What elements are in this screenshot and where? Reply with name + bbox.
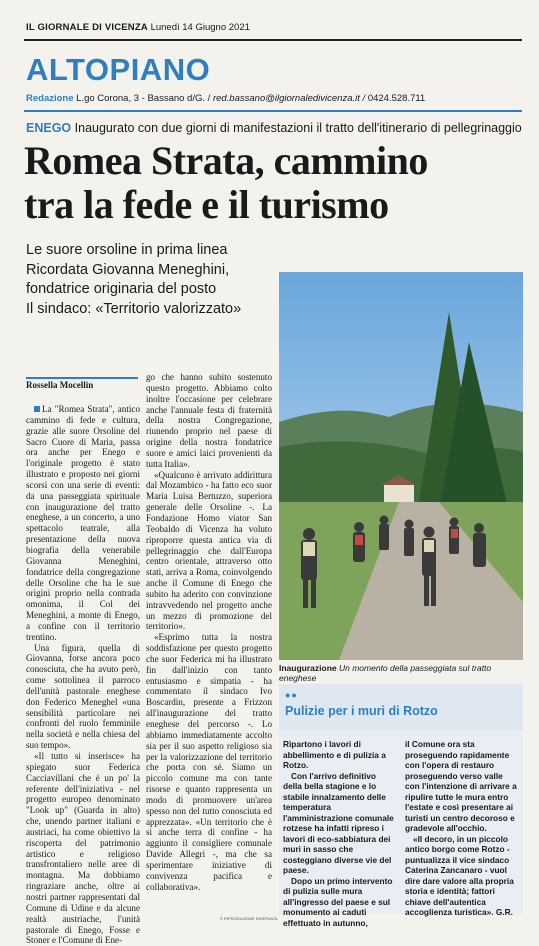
deck-line-4: Il sindaco: «Territorio valorizzato» (26, 300, 242, 317)
paragraph: il Comune ora sta proseguendo rapidamente con l'opera di restauro proseguendo verso valle con l'intenzione di arrivare a ripulire tutte le mura entro l'estate e così presentare ai turisti un centro decoroso e gradevole all'occhio. (405, 739, 517, 833)
hiking-group-illustration (279, 272, 523, 660)
deck-line-1: Le suore orsoline in prima linea (26, 242, 228, 258)
section-title: ALTOPIANO (26, 52, 211, 87)
article-column-2 (146, 372, 272, 893)
deck-line-3: fondatrice originaria del posto (26, 281, 217, 297)
caption-text: Un momento della passeggiata sul tratto eneghese (279, 663, 492, 683)
headline (24, 139, 524, 227)
section-rule (24, 110, 522, 112)
sidebar-box-title: Pulizie per i muri di Rotzo (285, 704, 438, 718)
redazione-label: Redazione (26, 93, 74, 104)
headline-line-2: tra la fede e il turismo (24, 182, 389, 227)
issue-date: Lunedì 14 Giugno 2021 (150, 22, 250, 33)
byline: Rossella Mocellin (26, 380, 94, 390)
masthead-rule (24, 39, 522, 41)
kicker-text: Inaugurato con due giorni di manifestazioni il tratto dell'itinerario di pellegrinaggio (74, 121, 522, 135)
kicker (26, 121, 522, 135)
article-photo (279, 272, 523, 660)
masthead (26, 22, 526, 33)
paragraph: La "Romea Strata", antico cammino di fede e cultura, grazie alle suore Orsoline del Sacro Cuore di Maria, passa ora anche per Enego e l'originale progetto è stato illustrato e proposto nei giorni scorsi con una serie di eventi: da una passeggiata spirituale con inaugurazione del tratto eneghese, a un concerto, a uno spettacolo teatrale, alla presentazione della nuova biografia della venerabile Giovanna Meneghini, fondatrice della congregazione delle Orsoline che ha le sue origini proprio nella contrada omonima, il Col dei Meneghini, a monte di Enego, a confine con il territorio trentino. (26, 404, 140, 642)
paragraph: «Il tutto si inserisce» ha spiegato suor Federica Cacciavillani che è un po' la referente dell'iniziativa - nel progetto europeo denominato "Look up" (Guarda in alto) che, unendo partner italiani e austriaci, ha come obiettivo la riscoperta del patrimonio artistico e religioso transfrontaliero nelle aree di montagna. Ma dobbiamo ringraziare anche, oltre ai nostri partner rappresentati dal Comune di Udine e da alcune realtà austriache, l'unità pastorale di Enego, Fosse e Stoner e l'Comune di Ene- (26, 751, 140, 946)
paragraph: go che hanno subito sostenuto questo progetto. Abbiamo colto inoltre l'occasione per celebrare anche l'annuale festa di fraternità della nostra Congregazione, riunendo proprio nel paese di origine della nostra fondatrice suore e amici laici provenienti da tutta Italia». (146, 372, 272, 469)
kicker-place: ENEGO (26, 121, 72, 135)
paragraph: «Esprimo tutta la nostra soddisfazione per questo progetto che suor Federica mi ha illustrato fin dall'inizio con tanto entusiasmo e simpatia - ha commentato il sindaco Ivo Boscardin, presente a Frizzon all'inaugurazione del tratto eneghese del percorso -. Lo abbiamo immediatamente accolto sia per il suo aspetto religioso sia per la valorizzazione del territorio che porta con sé. Siamo un piccolo comune ma con tante risorse e quanto rappresenta un modo di promuovere un'area spesso non del tutto conosciuta ed apprezzata». «Un territorio che è sì anche terra di confine - ha aggiunto il consigliere comunale Davide Allegri -, ma che sa sperimentare iniziative di convivenza pacifica e collaborativa». (146, 632, 272, 892)
headline-line-1: Romea Strata, cammino (24, 138, 428, 183)
photo-caption (279, 663, 523, 683)
bullet-icon (34, 406, 40, 412)
redazione-email: red.bassano@ilgiornaledivicenza.it / (212, 93, 366, 104)
paragraph: Con l'arrivo definitivo della bella stagione e lo stabile innalzamento delle temperatura l'amministrazione comunale rotzese ha infatti ripreso i lavori di eco-sabbiatura dei muri in sasso che costeggiano diverse vie del paese. (283, 770, 394, 875)
caption-label: Inaugurazione (279, 663, 337, 673)
sidebar-column-2 (405, 739, 519, 918)
sidebar-column-1 (283, 739, 395, 928)
redazione-phone: 0424.528.711 (367, 93, 426, 104)
copyright-notice: © RIPRODUZIONE RISERVATA (220, 916, 278, 921)
byline-rule (26, 377, 138, 379)
redazione-line (26, 93, 425, 104)
paragraph: Dopo un primo intervento di pulizia sulle mura all'ingresso del paese e sul monumento ai caduti effettuato in autunno, (283, 875, 393, 928)
newspaper-name: IL GIORNALE DI VICENZA (26, 22, 148, 33)
bullet-dots-icon: ●● (285, 690, 298, 700)
article-column-1 (26, 404, 140, 946)
deck-line-2: Ricordata Giovanna Meneghini, (26, 261, 230, 278)
paragraph: Ripartono i lavori di abbellimento e di pulizia a Rotzo. (283, 739, 386, 770)
deck (26, 241, 276, 319)
redazione-address: L.go Corona, 3 - Bassano d/G. / (76, 93, 211, 104)
paragraph: Una figura, quella di Giovanna, forse ancora poco conosciuta, che ha avuto però, come sottolinea il parroco dell'unità pastorale eneghese don Federico Meneghel «una sensibilità particolare nei confronti del ruolo femminile nella società e nella chiesa del suo tempo». (26, 642, 140, 751)
paragraph: «Qualcuno è arrivato addirittura dal Mozambico - ha fatto eco suor Maria Luisa Bertuzzo, superiora generale delle Orsoline -. La Fondazione Homo viator San Teobaldo di Vicenza ha voluto riproporre questa antica via di pellegrinaggio che dall'Europa centro orientale, attraverso otto stati, arriva a Roma, coinvolgendo anche il Comune di Enego che subito ha aderito con convinzione intravvedendo nel progetto anche un mezzo di promozione del territorio». (146, 469, 272, 632)
paragraph: «Il decoro, in un piccolo antico borgo come Rotzo - puntualizza il vice sindaco Caterina Zancanaro - vuol dire dare valore alla propria storia e identità; fattori chiave dell'autentica accoglienza turistica». G.R. (405, 833, 514, 917)
